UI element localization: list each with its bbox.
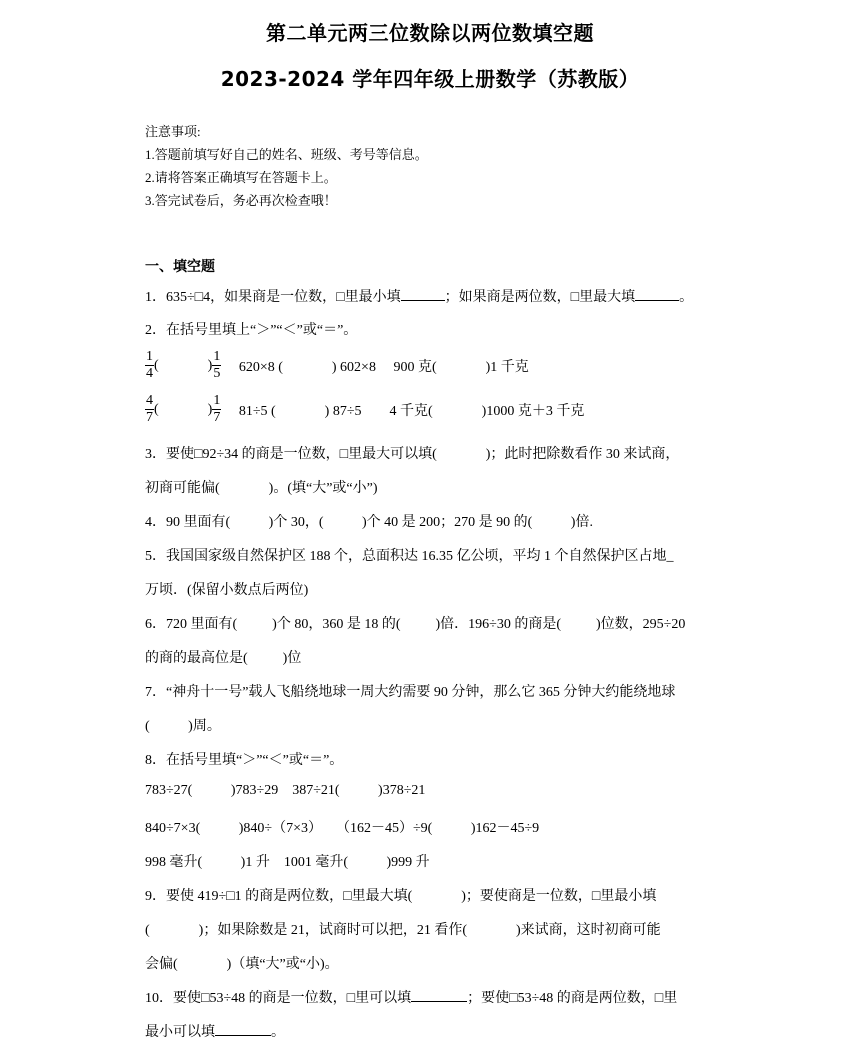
fraction [145, 393, 154, 426]
fraction-denominator: 7 [146, 410, 153, 425]
question-5-line-1: 5．我国国家级自然保护区 188 个，总面积达 16.35 亿公顷，平均 1 个自然保护区占地_ [145, 549, 674, 564]
question-2-row-2 [145, 393, 584, 426]
answer-blank[interactable] [635, 286, 679, 301]
fraction-numerator: 1 [213, 349, 221, 364]
fraction-numerator: 1 [146, 349, 153, 364]
question-2-stem: 2．在括号里填上“＞”“＜”或“＝”。 [145, 323, 358, 338]
fraction-denominator: 4 [146, 366, 153, 381]
note-item: 2.请将答案正确填写在答题卡上。 [145, 170, 337, 185]
section-heading: 一、填空题 [145, 259, 215, 275]
question-8-line-2: 840÷7×3( )840÷（7×3） （162－45）÷9( )162－45÷9 [145, 821, 540, 836]
fraction-denominator: 5 [213, 366, 221, 381]
answer-blank[interactable] [215, 1021, 271, 1036]
fraction [212, 393, 221, 426]
fraction-numerator: 4 [146, 393, 153, 408]
question-8-line-1: 783÷27( )783÷29 387÷21( )378÷21 [145, 783, 426, 798]
question-9-line-1: 9．要使 419÷□1 的商是两位数，□里最大填( )；要使商是一位数，□里最小填 [145, 889, 657, 904]
fraction-denominator: 7 [213, 410, 221, 425]
page-subtitle: 2023-2024 学年四年级上册数学（苏教版） [220, 67, 640, 91]
q1-text-a: 1．635÷□4，如果商是一位数，□里最小填 [145, 290, 401, 305]
q1-text-b: ；如果商是两位数，□里最大填 [444, 290, 636, 305]
notes-heading: 注意事项: [145, 124, 201, 139]
question-7-line-2: ( )周。 [145, 719, 221, 734]
note-item: 1.答题前填写好自己的姓名、班级、考号等信息。 [145, 147, 428, 162]
question-1 [145, 286, 693, 306]
fraction [145, 349, 154, 382]
q10-text-a: 10．要使□53÷48 的商是一位数，□里可以填 [145, 991, 412, 1006]
question-6-line-2: 的商的最高位是( )位 [145, 651, 302, 666]
question-7-line-1: 7．“神舟十一号”载人飞船绕地球一周大约需要 90 分钟，那么它 365 分钟大约能绕地球 [145, 685, 676, 700]
question-6-line-1: 6．720 里面有( )个 80，360 是 18 的( )倍．196÷30 的商是( )位数，295÷20 [145, 617, 686, 632]
question-3-line-1: 3．要使□92÷34 的商是一位数，□里最大可以填( )；此时把除数看作 30 来试商， [145, 447, 680, 462]
answer-parentheses[interactable]: ( ) [154, 401, 213, 417]
question-4: 4．90 里面有( )个 30，( )个 40 是 200；270 是 90 的( )倍. [145, 515, 593, 530]
question-8-line-3: 998 毫升( )1 升 1001 毫升( )999 升 [145, 855, 430, 870]
answer-blank[interactable] [411, 987, 467, 1002]
question-9-line-2: ( )；如果除数是 21，试商时可以把，21 看作( )来试商，这时初商可能 [145, 923, 661, 938]
question-10-line-1 [145, 987, 677, 1007]
question-10-line-2 [145, 1021, 285, 1041]
page-title: 第二单元两三位数除以两位数填空题 [266, 21, 594, 45]
question-8-stem: 8．在括号里填“＞”“＜”或“＝”。 [145, 753, 344, 768]
fraction [212, 349, 221, 382]
fraction-numerator: 1 [213, 393, 221, 408]
q10-text-d: 。 [271, 1025, 285, 1040]
notes-block [145, 120, 428, 212]
note-item: 3.答完试卷后，务必再次检查哦！ [145, 193, 337, 208]
q1-text-c: 。 [679, 290, 694, 305]
question-9-line-3: 会偏( )（填“大”或“小)。 [145, 957, 339, 972]
question-5-line-2: 万顷．(保留小数点后两位) [145, 583, 309, 598]
comparison-items: 81÷5 ( ) 87÷5 4 千克( )1000 克＋3 千克 [221, 403, 585, 419]
answer-blank[interactable] [401, 286, 445, 301]
question-2-row-1 [145, 349, 529, 382]
q10-text-b: ；要使□53÷48 的商是两位数，□里 [467, 991, 678, 1006]
comparison-items: 620×8 ( ) 602×8 900 克( )1 千克 [221, 359, 529, 375]
answer-parentheses[interactable]: ( ) [154, 357, 213, 373]
q10-text-c: 最小可以填 [145, 1025, 215, 1040]
question-3-line-2: 初商可能偏( )。(填“大”或“小”) [145, 481, 378, 496]
